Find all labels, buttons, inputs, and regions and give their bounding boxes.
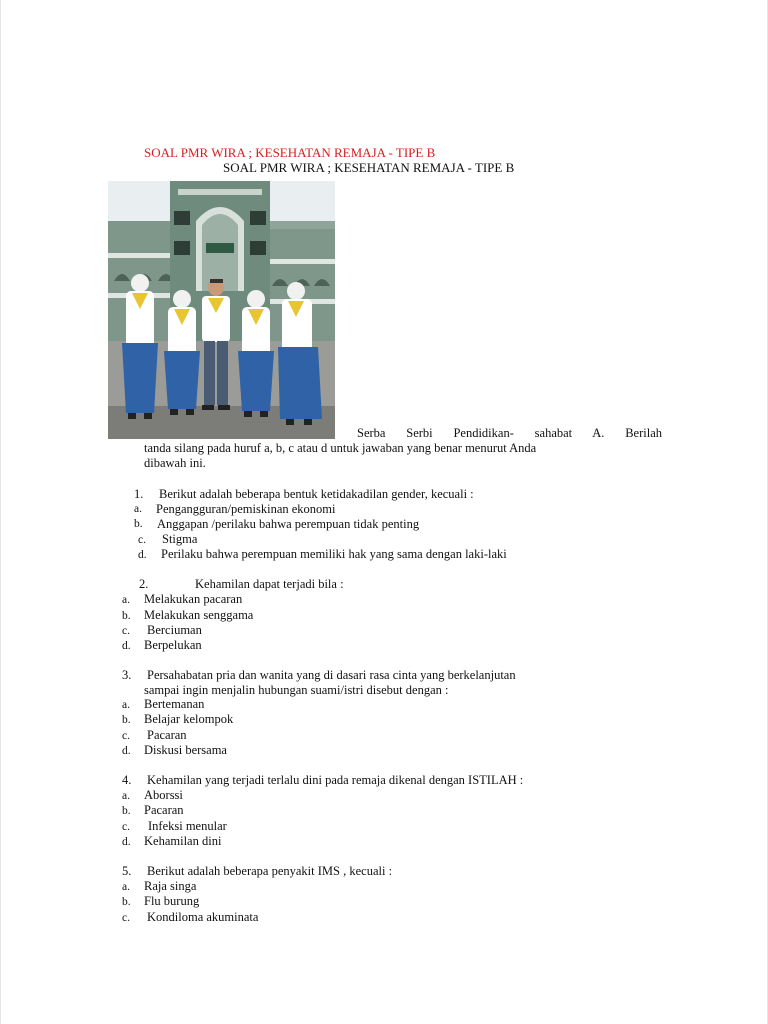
question-3-number: 3. <box>122 668 132 682</box>
option-letter: c. <box>138 534 146 546</box>
option-letter: a. <box>122 699 130 711</box>
option-letter: c. <box>122 821 130 833</box>
option-letter: a. <box>122 790 130 802</box>
instructions-paragraph <box>144 426 662 471</box>
option-text: Infeksi menular <box>148 819 227 833</box>
option-text: Pengangguran/pemiskinan ekonomi <box>156 502 336 516</box>
option-letter: b. <box>122 896 131 908</box>
option-text: Melakukan pacaran <box>144 592 243 606</box>
option-text: Bertemanan <box>144 697 205 711</box>
question-4-text: Kehamilan yang terjadi terlalu dini pada remaja dikenal dengan ISTILAH : <box>147 773 524 787</box>
question-2-text: Kehamilan dapat terjadi bila : <box>195 577 344 591</box>
option-text: Melakukan senggama <box>144 608 254 622</box>
option-text: Pacaran <box>147 728 187 742</box>
option-letter: b. <box>122 714 131 726</box>
option-text: Anggapan /perilaku bahwa perempuan tidak penting <box>157 517 420 531</box>
option-letter: d. <box>122 745 131 757</box>
question-5-number: 5. <box>122 864 132 878</box>
instructions-line-1: Serba Serbi Pendidikan- sahabat A. Berilah <box>357 426 662 440</box>
option-letter: c. <box>122 912 130 924</box>
instructions-line-2: tanda silang pada huruf a, b, c atau d untuk jawaban yang benar menurut Anda <box>144 441 537 455</box>
question-5-text: Berikut adalah beberapa penyakit IMS , kecuali : <box>147 864 393 878</box>
option-letter: d. <box>138 549 147 561</box>
option-letter: b. <box>134 518 143 530</box>
option-text: Berpelukan <box>144 638 202 652</box>
document-title-red: SOAL PMR WIRA ; KESEHATAN REMAJA - TIPE B <box>144 145 436 160</box>
option-text: Stigma <box>162 532 198 546</box>
option-letter: a. <box>122 594 130 606</box>
option-letter: a. <box>134 503 142 515</box>
option-text: Diskusi bersama <box>144 743 227 757</box>
option-letter: b. <box>122 610 131 622</box>
option-text: Aborssi <box>144 788 183 802</box>
option-text: Pacaran <box>144 803 184 817</box>
option-letter: a. <box>122 881 130 893</box>
option-letter: c. <box>122 730 130 742</box>
question-1-number: 1. <box>134 487 144 501</box>
document-title: SOAL PMR WIRA ; KESEHATAN REMAJA - TIPE B <box>223 160 515 175</box>
option-text: Belajar kelompok <box>144 712 234 726</box>
question-3-text-cont: sampai ingin menjalin hubungan suami/istri disebut dengan : <box>144 683 449 697</box>
option-text: Raja singa <box>144 879 197 893</box>
option-text: Kehamilan dini <box>144 834 222 848</box>
question-1-text: Berikut adalah beberapa bentuk ketidakadilan gender, kecuali : <box>159 487 474 501</box>
option-letter: c. <box>122 625 130 637</box>
students-photo <box>108 181 335 439</box>
question-4-number: 4. <box>122 773 132 787</box>
option-text: Flu burung <box>144 894 200 908</box>
question-2-number: 2. <box>139 577 149 591</box>
option-letter: b. <box>122 805 131 817</box>
option-text: Perilaku bahwa perempuan memiliki hak yang sama dengan laki-laki <box>161 547 507 561</box>
option-letter: d. <box>122 640 131 652</box>
option-letter: d. <box>122 836 131 848</box>
option-text: Berciuman <box>147 623 202 637</box>
option-text: Kondiloma akuminata <box>147 910 259 924</box>
instructions-line-3: dibawah ini. <box>144 456 206 470</box>
question-3-text: Persahabatan pria dan wanita yang di dasari rasa cinta yang berkelanjutan <box>147 668 516 682</box>
